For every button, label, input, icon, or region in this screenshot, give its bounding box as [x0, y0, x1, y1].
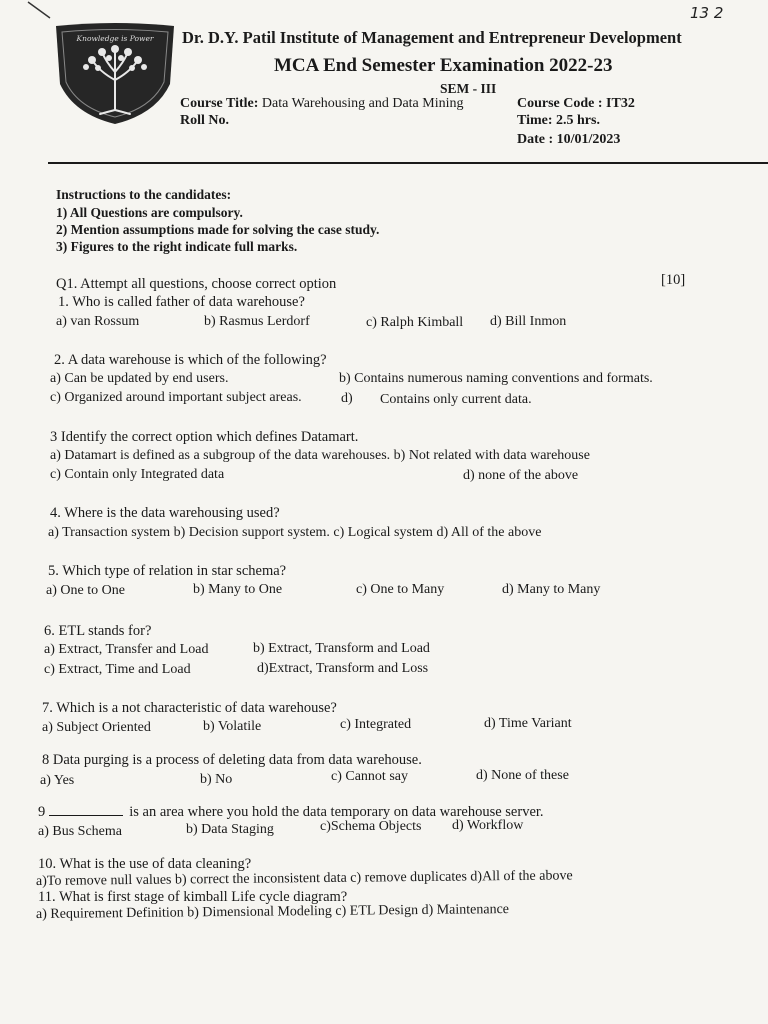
option-c: c) Ralph Kimball — [366, 315, 464, 330]
exam-title: MCA End Semester Examination 2022-23 — [274, 55, 613, 76]
instructions-title: Instructions to the candidates: — [56, 187, 232, 202]
course-title-value: Data Warehousing and Data Mining — [261, 96, 464, 111]
option-a: a) Bus Schema — [38, 824, 122, 839]
option-c: c)Schema Objects — [320, 819, 422, 834]
option-a: a) Extract, Transfer and Load — [44, 642, 209, 657]
question-8: 8 Data purging is a process of deleting data from data warehouse. — [42, 752, 422, 768]
option-d: d)Extract, Transform and Loss — [257, 661, 429, 676]
option-d: d) Bill Inmon — [490, 314, 567, 329]
question-3: 3 Identify the correct option which defines Datamart. — [50, 429, 359, 445]
option-d-text: Contains only current data. — [380, 392, 532, 407]
course-title-label: Course Title: — [180, 96, 259, 111]
option-d: d) none of the above — [463, 468, 579, 483]
header-divider — [48, 162, 768, 164]
option-d: d) None of these — [476, 768, 569, 783]
option-a-b: a) Datamart is defined as a subgroup of the data warehouses. b) Not related with data warehouse — [50, 448, 590, 463]
option-a: a) Subject Oriented — [42, 720, 151, 735]
option-a: a) Can be updated by end users. — [50, 371, 229, 386]
option-b: b) Many to One — [193, 582, 283, 597]
section-marks: [10] — [661, 272, 686, 288]
fill-in-blank — [49, 803, 123, 816]
question-10: 10. What is the use of data cleaning? — [38, 856, 252, 872]
instruction-item: 3) Figures to the right indicate full marks. — [56, 239, 298, 254]
option-b: b) Volatile — [203, 719, 262, 734]
options-line: a) Transaction system b) Decision support system. c) Logical system d) All of the above — [48, 525, 542, 540]
option-b: b) No — [200, 772, 233, 787]
course-code: Course Code : IT32 — [517, 96, 635, 111]
options-line: a) Requirement Definition b) Dimensional Modeling c) ETL Design d) Maintenance — [35, 902, 510, 922]
question-9-text: is an area where you hold the data temporary on data warehouse server. — [129, 804, 544, 820]
question-6: 6. ETL stands for? — [44, 623, 152, 639]
roll-number-label: Roll No. — [180, 113, 229, 128]
option-c: c) One to Many — [356, 582, 445, 597]
option-b: b) Extract, Transform and Load — [253, 641, 430, 656]
option-c: c) Contain only Integrated data — [50, 467, 225, 482]
pen-mark — [26, 0, 66, 22]
option-b: b) Contains numerous naming conventions and formats. — [339, 371, 653, 386]
question-7: 7. Which is a not characteristic of data warehouse? — [42, 700, 337, 716]
instruction-item: 1) All Questions are compulsory. — [56, 205, 243, 220]
semester: SEM - III — [440, 81, 497, 96]
course-title — [180, 96, 464, 112]
option-d: d) Workflow — [452, 818, 524, 833]
section-title: Q1. Attempt all questions, choose correct option — [56, 276, 337, 292]
option-b: b) Rasmus Lerdorf — [204, 314, 310, 329]
question-5: 5. Which type of relation in star schema? — [48, 563, 287, 579]
question-11: 11. What is first stage of kimball Life cycle diagram? — [38, 889, 348, 905]
svg-text:Knowledge is Power: Knowledge is Power — [76, 34, 154, 43]
option-d: d) Many to Many — [502, 582, 601, 597]
option-d: d) Time Variant — [484, 716, 572, 731]
option-a: a) Yes — [40, 773, 75, 788]
institute-name: Dr. D.Y. Patil Institute of Management and Entrepreneur Development — [182, 28, 682, 47]
question-9-number: 9 — [38, 804, 46, 820]
option-c: c) Cannot say — [331, 769, 408, 784]
handwritten-page-number: 13 2 — [690, 4, 724, 22]
option-c: c) Integrated — [340, 717, 412, 732]
question-4: 4. Where is the data warehousing used? — [50, 505, 280, 521]
institute-logo — [52, 22, 178, 126]
option-a: a) One to One — [46, 583, 125, 598]
option-b: b) Data Staging — [186, 822, 274, 837]
options-line: a)To remove null values b) correct the inconsistent data c) remove duplicates d)All of the above — [35, 868, 573, 889]
option-c: c) Organized around important subject areas. — [50, 390, 302, 405]
exam-date: Date : 10/01/2023 — [517, 132, 621, 147]
option-d: d) — [341, 391, 353, 406]
option-c: c) Extract, Time and Load — [44, 662, 191, 677]
option-a: a) van Rossum — [56, 314, 140, 329]
question-2: 2. A data warehouse is which of the following? — [54, 352, 327, 368]
exam-time: Time: 2.5 hrs. — [517, 113, 600, 128]
question-1: 1. Who is called father of data warehouse? — [58, 294, 305, 310]
instruction-item: 2) Mention assumptions made for solving the case study. — [56, 222, 380, 237]
